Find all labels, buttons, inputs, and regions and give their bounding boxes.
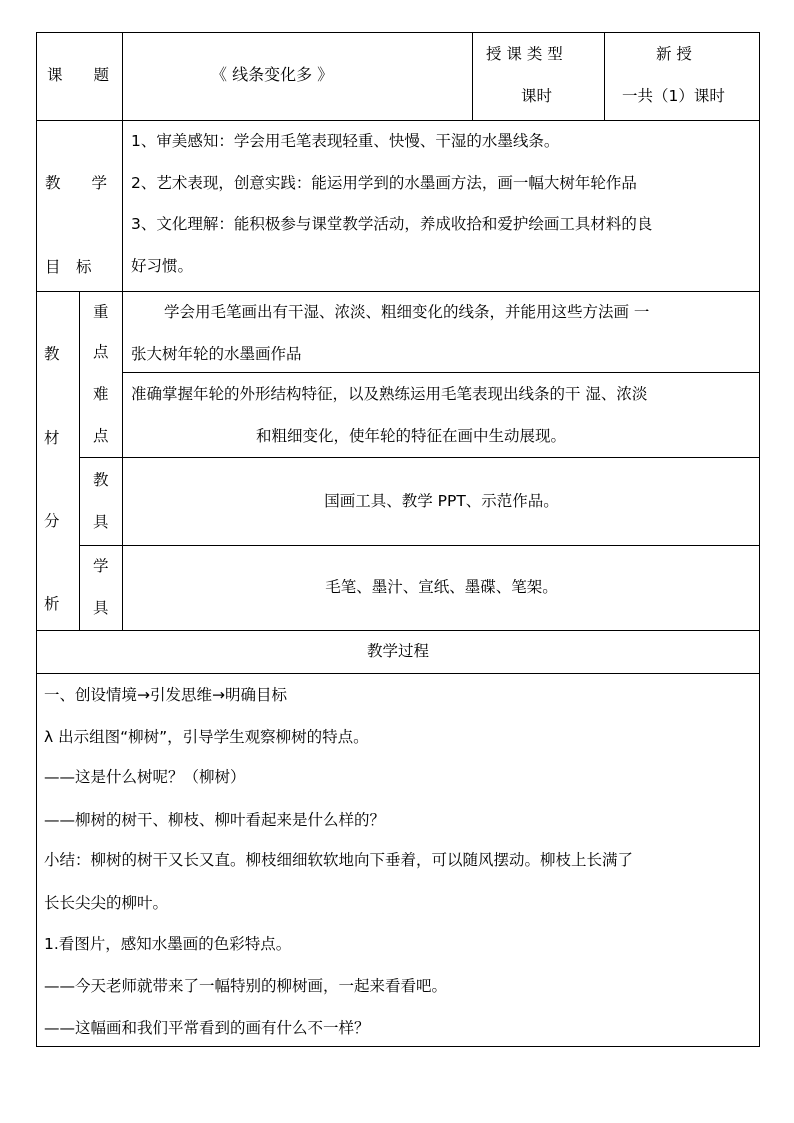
process-line: 小结：柳树的树干又长又直。柳枝细细软软地向下垂着，可以随风摆动。柳枝上长满了 — [44, 851, 634, 869]
key-points-text: 张大树年轮的水墨画作品 — [131, 345, 302, 363]
difficulties-text: 准确掌握年轮的外形结构特征，以及熟练运用毛笔表现出线条的干 湿、浓淡 — [131, 385, 648, 403]
column-divider — [122, 32, 123, 121]
column-divider — [122, 120, 123, 292]
row-divider — [79, 545, 760, 546]
period-label: 课时 — [521, 87, 553, 105]
objectives-label-bottom: 目 标 — [45, 258, 92, 276]
difficulties-text: 和粗细变化，使年轮的特征在画中生动展现。 — [256, 427, 567, 445]
process-line: ——这是什么树呢？（柳树） — [44, 768, 246, 786]
teaching-tools-label-char: 教 — [93, 471, 109, 489]
learning-tools-label-char: 具 — [93, 599, 109, 617]
lesson-type-label: 授 课 类 型 — [486, 45, 563, 63]
objective-line: 2、艺术表现，创意实践：能运用学到的水墨画方法，画一幅大树年轮作品 — [131, 174, 637, 192]
row-divider — [36, 673, 760, 674]
materials-label-char: 分 — [44, 512, 60, 530]
process-line: 1.看图片，感知水墨画的色彩特点。 — [44, 935, 292, 953]
teaching-tools-label-char: 具 — [93, 513, 109, 531]
learning-tools-label-char: 学 — [93, 557, 109, 575]
lesson-title: 《 线条变化多 》 — [211, 65, 334, 84]
column-divider — [79, 291, 80, 631]
row-divider — [122, 372, 760, 373]
objectives-label-top: 教 学 — [45, 174, 108, 192]
period-value: 一共（1）课时 — [622, 87, 725, 105]
process-line: 长长尖尖的柳叶。 — [44, 894, 169, 912]
key-points-label-char: 点 — [93, 343, 109, 361]
column-divider — [604, 32, 605, 121]
column-divider — [472, 32, 473, 121]
difficulties-label-char: 难 — [93, 385, 109, 403]
materials-label-char: 材 — [44, 429, 60, 447]
process-line: ——这幅画和我们平常看到的画有什么不一样？ — [44, 1019, 370, 1037]
row-divider — [36, 630, 760, 631]
learning-tools-text: 毛笔、墨汁、宣纸、墨碟、笔架。 — [325, 578, 558, 596]
process-line: ——今天老师就带来了一幅特别的柳树画，一起来看看吧。 — [44, 977, 448, 995]
materials-label-char: 析 — [44, 595, 60, 613]
teaching-tools-text: 国画工具、教学 PPT、示范作品。 — [324, 492, 559, 510]
materials-label-char: 教 — [44, 345, 60, 363]
row-divider — [79, 457, 760, 458]
process-line: 一、创设情境→引发思维→明确目标 — [44, 686, 287, 704]
difficulties-label-char: 点 — [93, 427, 109, 445]
process-title: 教学过程 — [366, 642, 429, 660]
row-divider — [36, 291, 760, 292]
lesson-label: 课 题 — [47, 66, 110, 84]
lesson-type-value: 新 授 — [656, 45, 692, 63]
key-points-label-char: 重 — [93, 303, 109, 321]
row-divider — [36, 120, 760, 121]
objective-line: 好习惯。 — [131, 257, 194, 275]
objective-line: 1、审美感知：学会用毛笔表现轻重、快慢、干湿的水墨线条。 — [131, 132, 560, 150]
objective-line: 3、文化理解：能积极参与课堂教学活动，养成收拾和爱护绘画工具材料的良 — [131, 215, 653, 233]
key-points-text: 学会用毛笔画出有干湿、浓淡、粗细变化的线条，并能用这些方法画 一 — [164, 303, 650, 321]
process-line: λ 出示组图“柳树”，引导学生观察柳树的特点。 — [44, 728, 369, 746]
process-line: ——柳树的树干、柳枝、柳叶看起来是什么样的？ — [44, 811, 386, 829]
